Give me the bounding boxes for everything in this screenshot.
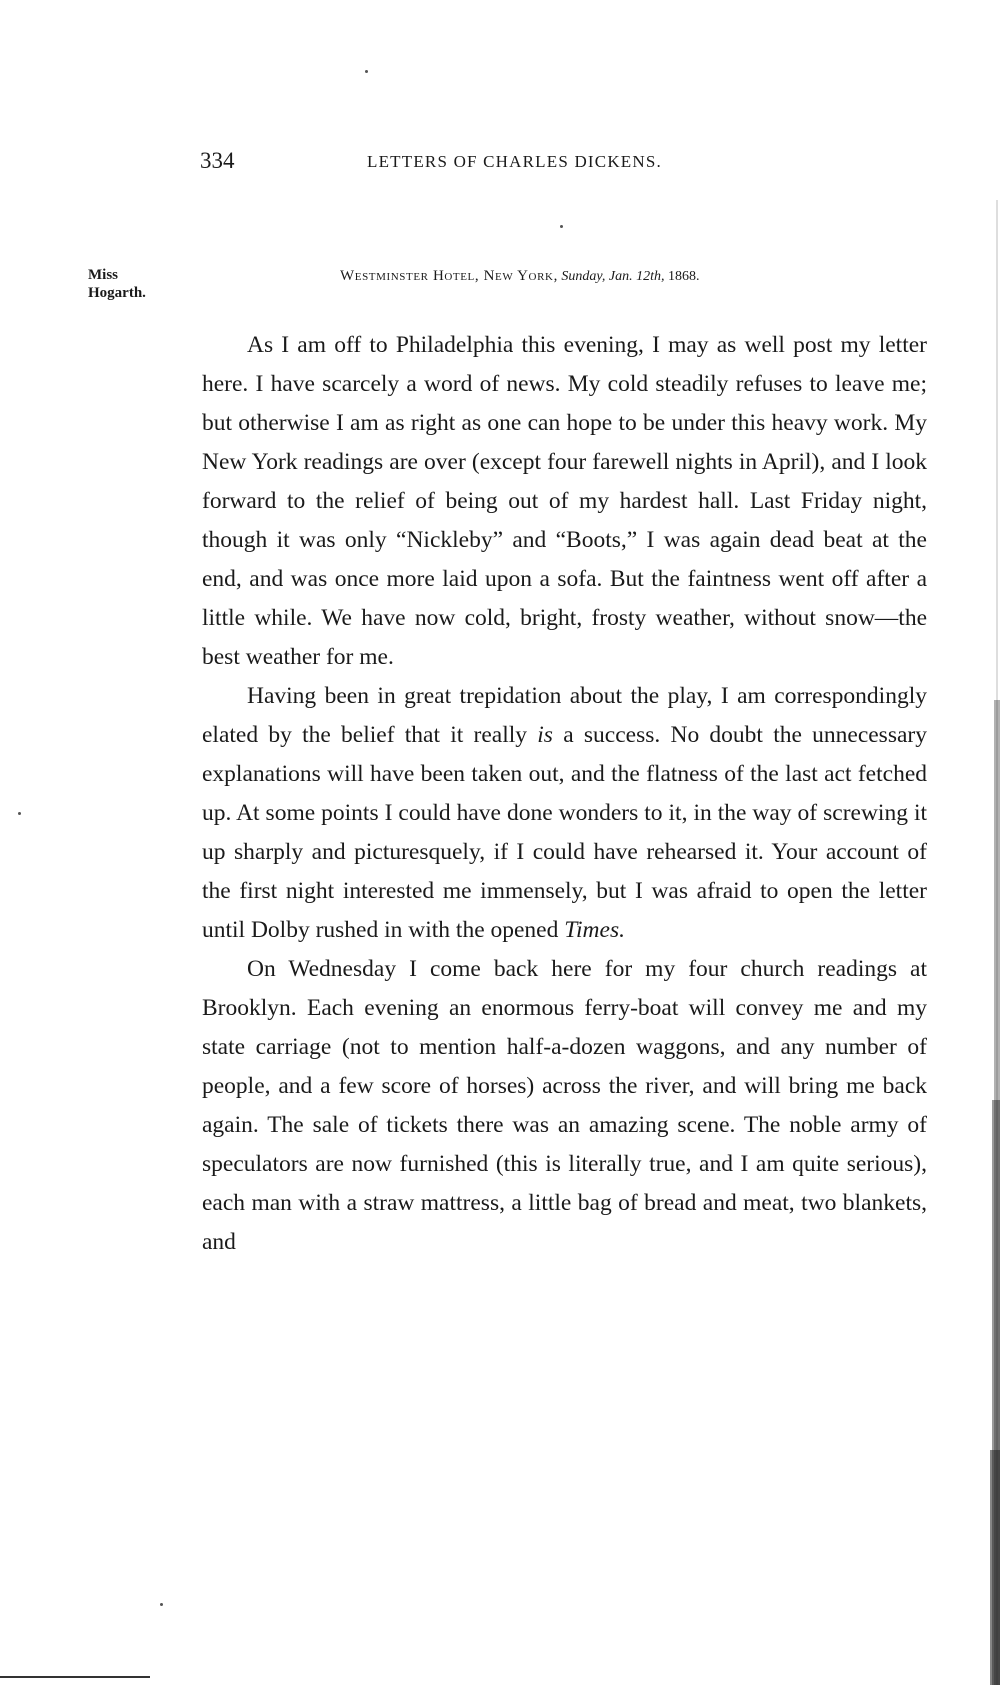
emphasis-is: is [537,722,553,748]
page-edge-shadow [982,200,1000,1685]
scan-speck [160,1603,163,1606]
letter-body [202,326,927,1262]
scan-speck [560,225,563,228]
paragraph-3: On Wednesday I come back here for my four church readings at Brooklyn. Each evening an enormous ferry-boat will convey me and my state carriage (not to mention half-a-dozen waggons, and any number of people, and a few score of horses) across the river, and will bring me back again. The sale of tickets there was an amazing scene. The noble army of speculators are now furnished (this is literally true, and I am quite serious), each man with a straw mattress, a little bag of bread and meat, two blankets, and [202,956,927,1255]
margin-note-line: Miss [88,267,118,283]
scan-speck [365,70,368,73]
scan-speck [18,812,21,815]
dateline-year: 1868. [667,269,700,284]
margin-note-recipient [88,266,146,302]
newspaper-title: Times. [564,917,625,943]
paragraph-1: As I am off to Philadelphia this evening, I may as well post my letter here. I have scarcely a word of news. My cold steadily refuses to leave me; but otherwise I am as right as one can hope to be under this heavy work. My New York readings are over (except four farewell nights in April), and I look forward to the relief of being out of my hardest hall. Last Friday night, though it was only “Nickleby” and “Boots,” I was again dead beat at the end, and was once more laid upon a sofa. But the faintness went off after a little while. We have now cold, bright, frosty weather, without snow—the best weather for me. [202,332,927,670]
paragraph-2-part: a success. No doubt the unnecessary explanations will have been taken out, and the flatness of the last act fetched up. At some points I could have done wonders to it, in the way of screwing it up sharply and picturesquely, if I could have rehearsed it. Your account of the first night interested me immensely, but I was afraid to open the letter until Dolby rushed in with the opened [202,722,927,943]
page-number: 334 [200,148,235,173]
scan-edge-line [0,1676,150,1678]
running-head [200,148,800,182]
letter-dateline [340,268,699,285]
running-title: LETTERS OF CHARLES DICKENS. [367,152,662,171]
dateline-date: Sunday, Jan. 12th, [561,269,665,284]
paragraph-2 [202,677,927,950]
dateline-place: Westminster Hotel, New York, [340,268,558,284]
margin-note-line: Hogarth. [88,285,146,301]
paragraph-2-part: Having been in great trepidation about the play, I am correspondingly elated by the belief that it really [202,683,927,748]
